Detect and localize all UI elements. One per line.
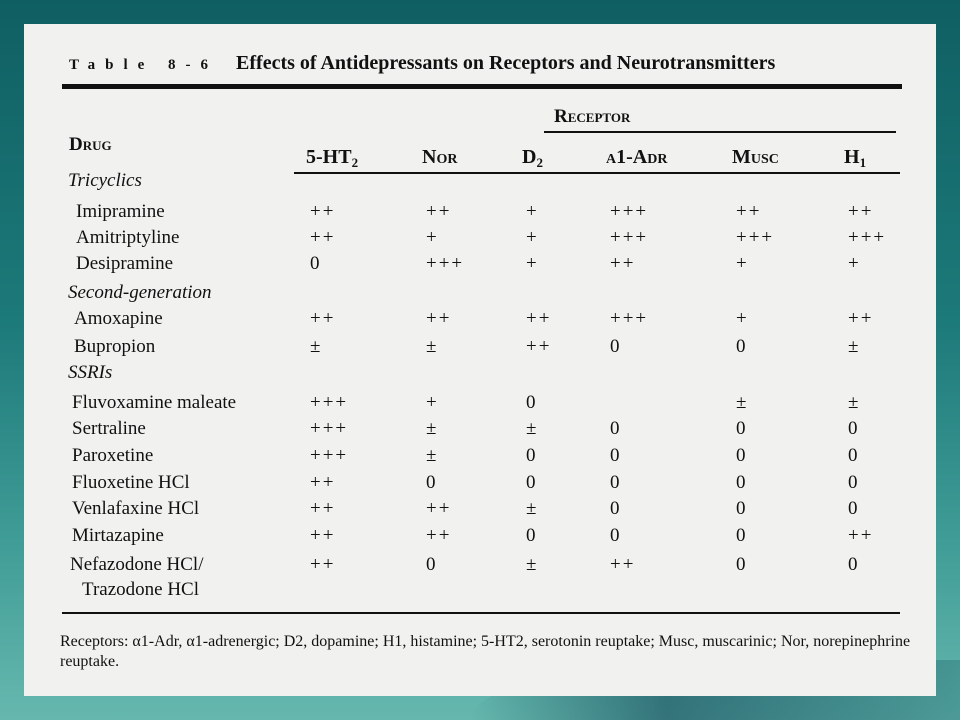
value-cell: ± [526, 498, 539, 519]
drug-name: Desipramine [76, 253, 174, 274]
receptor-header: Receptor [554, 106, 631, 127]
value-cell: 0 [848, 554, 860, 575]
value-cell: +++ [736, 227, 775, 248]
value-cell: ++ [310, 201, 336, 222]
value-cell: + [526, 201, 539, 222]
column-header-2: $D_2$ [522, 146, 543, 170]
value-cell: +++ [848, 227, 887, 248]
drug-name: Nefazodone HCl/ [70, 554, 204, 575]
value-cell: 0 [526, 472, 538, 493]
column-header-0: $5-HT_2$ [306, 146, 359, 170]
value-cell: + [526, 227, 539, 248]
value-cell: 0 [736, 498, 748, 519]
value-cell: ++ [848, 525, 874, 546]
value-cell: 0 [610, 418, 622, 439]
top-thick-rule [62, 84, 902, 89]
column-header-1: Nor [422, 146, 458, 168]
column-header-4: Musc [732, 146, 779, 168]
value-cell: ++ [310, 472, 336, 493]
drug-name: Amitriptyline [76, 227, 180, 248]
drug-group-label: SSRIs [68, 362, 113, 383]
value-cell: 0 [610, 445, 622, 466]
value-cell: +++ [310, 445, 349, 466]
table-title-line [69, 52, 775, 75]
table-footnote: Receptors: α1-Adr, α1-adrenergic; D2, dopamine; H1, histamine; 5-HT2, serotonin reuptake; Musc, muscarinic; Nor, norepinephrine reuptake. [60, 633, 911, 670]
column-header-rule [294, 172, 900, 174]
value-cell: ++ [736, 201, 762, 222]
value-cell: 0 [526, 392, 538, 413]
value-cell: ++ [310, 227, 336, 248]
value-cell: + [526, 253, 539, 274]
value-cell: + [848, 253, 861, 274]
value-cell: +++ [610, 201, 649, 222]
drug-column-header: Drug [69, 134, 112, 155]
value-cell: + [426, 227, 439, 248]
column-header-5: $H_1$ [844, 146, 867, 170]
column-header-3: α1-Adr [606, 146, 668, 168]
value-cell: 0 [310, 253, 322, 274]
scanned-table-page [24, 24, 936, 696]
value-cell: ++ [426, 498, 452, 519]
value-cell: ± [848, 336, 861, 357]
drug-group-label: Tricyclics [68, 170, 142, 191]
value-cell: ++ [426, 201, 452, 222]
value-cell: ± [526, 554, 539, 575]
value-cell: ++ [848, 201, 874, 222]
drug-name: Fluvoxamine maleate [72, 392, 237, 413]
value-cell: 0 [526, 445, 538, 466]
value-cell: ++ [526, 336, 552, 357]
value-cell: 0 [736, 525, 748, 546]
value-cell: + [736, 308, 749, 329]
table-title: Effects of Antidepressants on Receptors and Neurotransmitters [236, 52, 776, 74]
drug-name: Paroxetine [72, 445, 154, 466]
drug-group-label: Second-generation [68, 282, 212, 303]
value-cell: ++ [310, 498, 336, 519]
value-cell: 0 [736, 445, 748, 466]
value-cell: ++ [848, 308, 874, 329]
value-cell: 0 [610, 472, 622, 493]
drug-name: Trazodone HCl [82, 579, 199, 600]
drug-name: Sertraline [72, 418, 146, 439]
value-cell: 0 [610, 525, 622, 546]
value-cell: +++ [426, 253, 465, 274]
value-cell: ++ [426, 525, 452, 546]
value-cell: 0 [610, 498, 622, 519]
drug-name: Mirtazapine [72, 525, 164, 546]
value-cell: 0 [610, 336, 622, 357]
value-cell: ± [426, 336, 439, 357]
value-cell: ++ [610, 253, 636, 274]
value-cell: ± [736, 392, 749, 413]
value-cell: 0 [848, 418, 860, 439]
value-cell: + [426, 392, 439, 413]
value-cell: ++ [310, 554, 336, 575]
value-cell: 0 [736, 418, 748, 439]
value-cell: ± [848, 392, 861, 413]
drug-name: Amoxapine [74, 308, 163, 329]
value-cell: 0 [848, 498, 860, 519]
value-cell: ± [426, 418, 439, 439]
value-cell: +++ [310, 418, 349, 439]
value-cell: 0 [848, 445, 860, 466]
value-cell: +++ [610, 227, 649, 248]
drug-name: Venlafaxine HCl [72, 498, 200, 519]
value-cell: ++ [426, 308, 452, 329]
value-cell: 0 [426, 554, 438, 575]
value-cell: ++ [610, 554, 636, 575]
value-cell: ++ [310, 308, 336, 329]
value-cell: +++ [610, 308, 649, 329]
value-cell: ++ [310, 525, 336, 546]
value-cell: 0 [426, 472, 438, 493]
value-cell: ± [526, 418, 539, 439]
drug-name: Bupropion [74, 336, 156, 357]
bottom-rule [62, 612, 900, 614]
value-cell: 0 [736, 472, 748, 493]
drug-name: Imipramine [76, 201, 165, 222]
value-cell: +++ [310, 392, 349, 413]
value-cell: 0 [736, 554, 748, 575]
value-cell: ± [310, 336, 323, 357]
table-number: Table 8-6 [69, 57, 219, 73]
value-cell: ± [426, 445, 439, 466]
value-cell: 0 [526, 525, 538, 546]
value-cell: 0 [848, 472, 860, 493]
receptor-rule [544, 131, 896, 133]
drug-name: Fluoxetine HCl [72, 472, 190, 493]
value-cell: 0 [736, 336, 748, 357]
value-cell: + [736, 253, 749, 274]
value-cell: ++ [526, 308, 552, 329]
